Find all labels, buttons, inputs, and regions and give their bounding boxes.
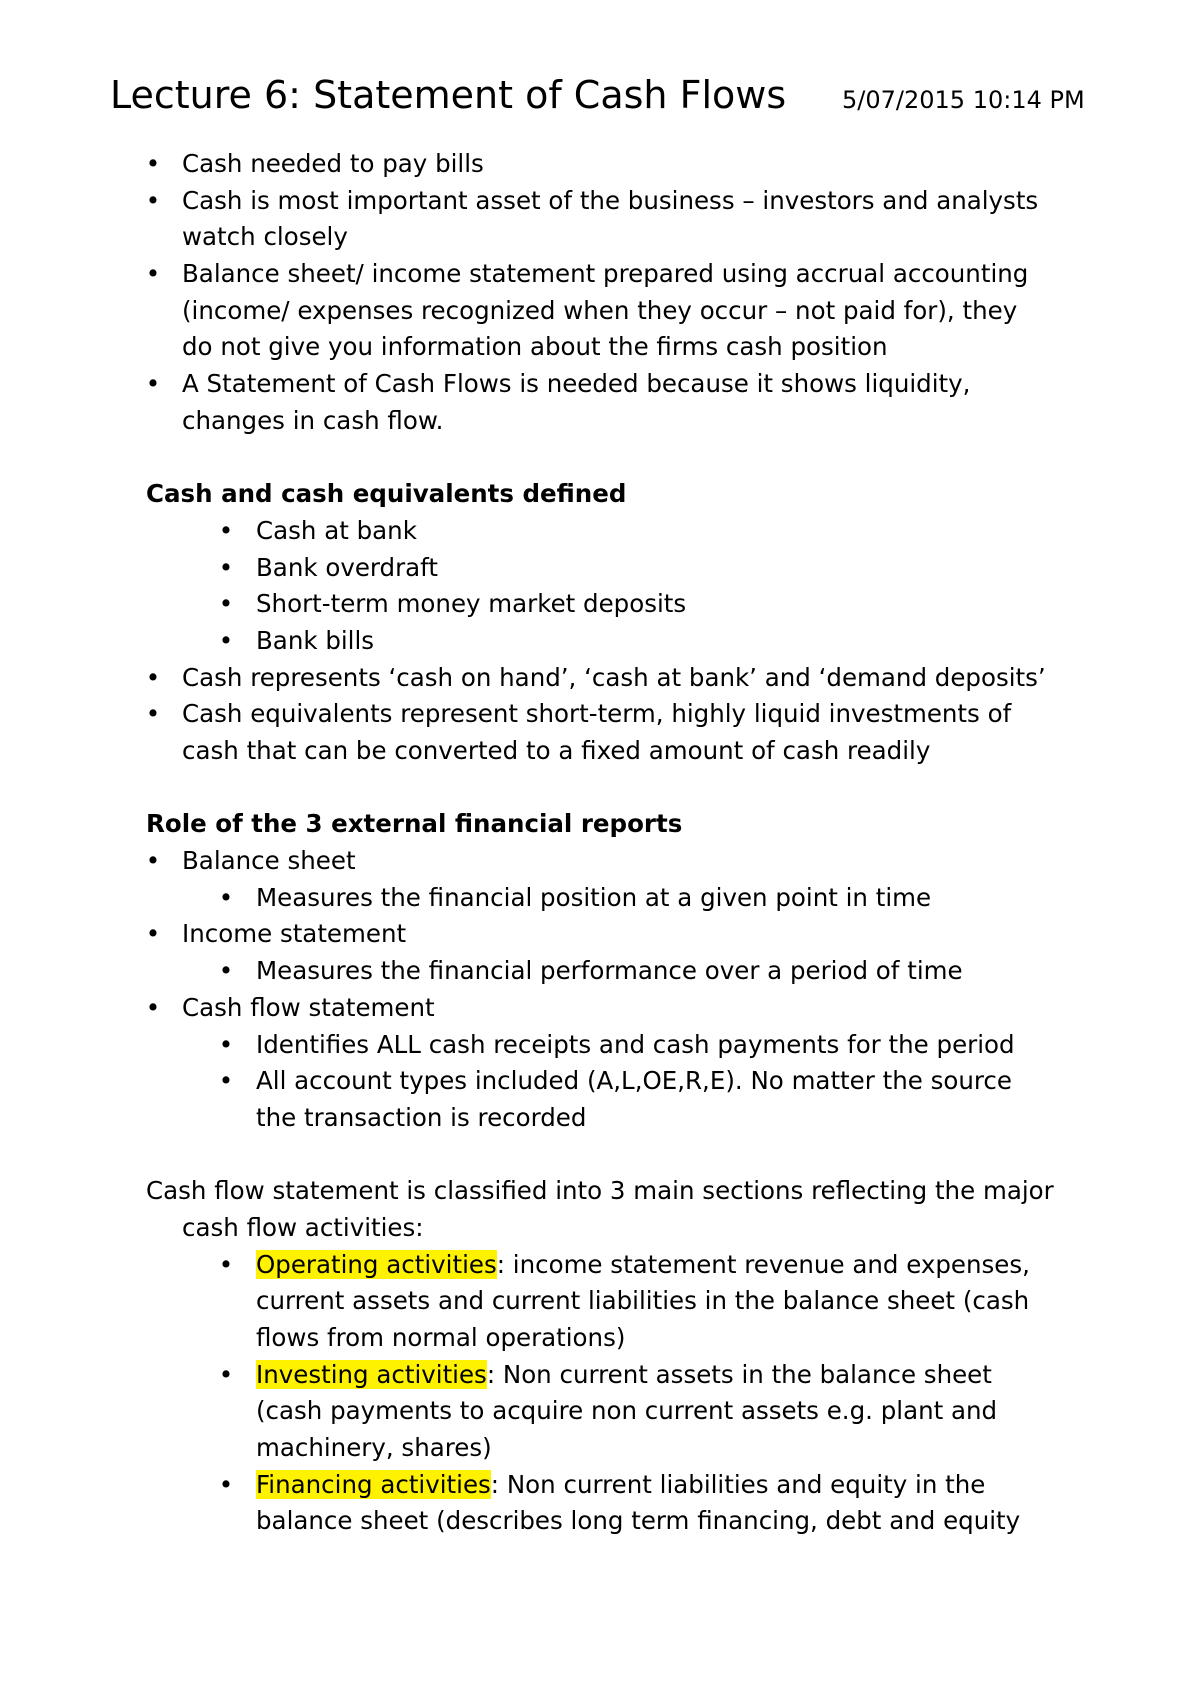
bullet-icon: • (145, 369, 161, 399)
section-heading: Role of the 3 external financial reports (146, 809, 683, 839)
bullet-icon: • (218, 1066, 234, 1096)
bullet-icon: • (145, 992, 161, 1022)
timestamp: 5/07/2015 10:14 PM (842, 86, 1085, 114)
list-item-continuation: balance sheet (describes long term financing, debt and equity (256, 1506, 1021, 1536)
list-item-continuation: cash that can be converted to a fixed amount of cash readily (182, 736, 931, 765)
bullet-icon: • (145, 846, 161, 876)
list-item: • Investing activities: Non current assets in the balance sheet (0, 1357, 1200, 1394)
highlighted-term: Investing activities (256, 1359, 487, 1389)
list-item: • Cash represents ‘cash on hand’, ‘cash at bank’ and ‘demand deposits’ (0, 660, 1200, 697)
page-title: Lecture 6: Statement of Cash Flows (110, 73, 787, 117)
list-item: • Balance sheet/ income statement prepared using accrual accounting (0, 256, 1200, 293)
list-item: • Balance sheet (0, 843, 1200, 880)
bullet-icon: • (145, 699, 161, 729)
bullet-icon: • (145, 662, 161, 692)
list-item: • Financing activities: Non current liabilities and equity in the (0, 1467, 1200, 1504)
bullet-icon: • (218, 1249, 234, 1279)
list-item-continuation: watch closely (182, 222, 348, 252)
list-item-continuation: flows from normal operations) (256, 1323, 626, 1352)
bullet-icon: • (218, 1029, 234, 1059)
list-item: • Cash flow statement (0, 990, 1200, 1027)
list-item: • Bank overdraft (0, 550, 1200, 587)
bullet-icon: • (218, 589, 234, 619)
list-item-continuation: (cash payments to acquire non current assets e.g. plant and (256, 1396, 998, 1426)
highlighted-term: Operating activities (256, 1249, 497, 1279)
list-item: • Cash needed to pay bills (0, 146, 1200, 183)
list-item: • A Statement of Cash Flows is needed because it shows liquidity, (0, 366, 1200, 403)
bullet-icon: • (145, 259, 161, 289)
list-item: • Cash equivalents represent short-term, highly liquid investments of (0, 696, 1200, 733)
bullet-icon: • (145, 185, 161, 215)
paragraph: Cash flow statement is classified into 3 main sections reflecting the major (146, 1176, 1054, 1206)
bullet-icon: • (218, 1469, 234, 1499)
bullet-icon: • (218, 515, 234, 545)
document-body (0, 146, 1200, 1540)
highlighted-term: Financing activities (256, 1469, 491, 1499)
list-item-continuation: (income/ expenses recognized when they occur – not paid for), they (182, 295, 1018, 325)
list-item-continuation: machinery, shares) (256, 1433, 492, 1463)
paragraph-continuation: cash flow activities: (182, 1212, 424, 1242)
list-item: • Measures the financial position at a given point in time (0, 880, 1200, 917)
list-item: • Identifies ALL cash receipts and cash payments for the period (0, 1027, 1200, 1064)
bullet-icon: • (145, 919, 161, 949)
list-item-continuation: current assets and current liabilities in the balance sheet (cash (256, 1286, 1030, 1316)
list-item: • Bank bills (0, 623, 1200, 660)
section-heading: Cash and cash equivalents defined (146, 479, 627, 509)
list-item: • Cash is most important asset of the business – investors and analysts (0, 183, 1200, 220)
bullet-icon: • (218, 552, 234, 582)
bullet-icon: • (218, 1359, 234, 1389)
bullet-icon: • (218, 625, 234, 655)
list-item-continuation: changes in cash flow. (182, 405, 444, 435)
list-item-continuation: the transaction is recorded (256, 1102, 587, 1132)
list-item: • All account types included (A,L,OE,R,E). No matter the source (0, 1063, 1200, 1100)
list-item: • Short-term money market deposits (0, 586, 1200, 623)
bullet-icon: • (145, 149, 161, 178)
list-item: • Cash at bank (0, 513, 1200, 550)
list-item: • Income statement (0, 916, 1200, 953)
list-item: • Measures the financial performance over a period of time (0, 953, 1200, 990)
list-item-continuation: do not give you information about the firms cash position (182, 332, 888, 362)
bullet-icon: • (218, 956, 234, 986)
list-item: • Operating activities: income statement revenue and expenses, (0, 1247, 1200, 1284)
bullet-icon: • (218, 882, 234, 912)
